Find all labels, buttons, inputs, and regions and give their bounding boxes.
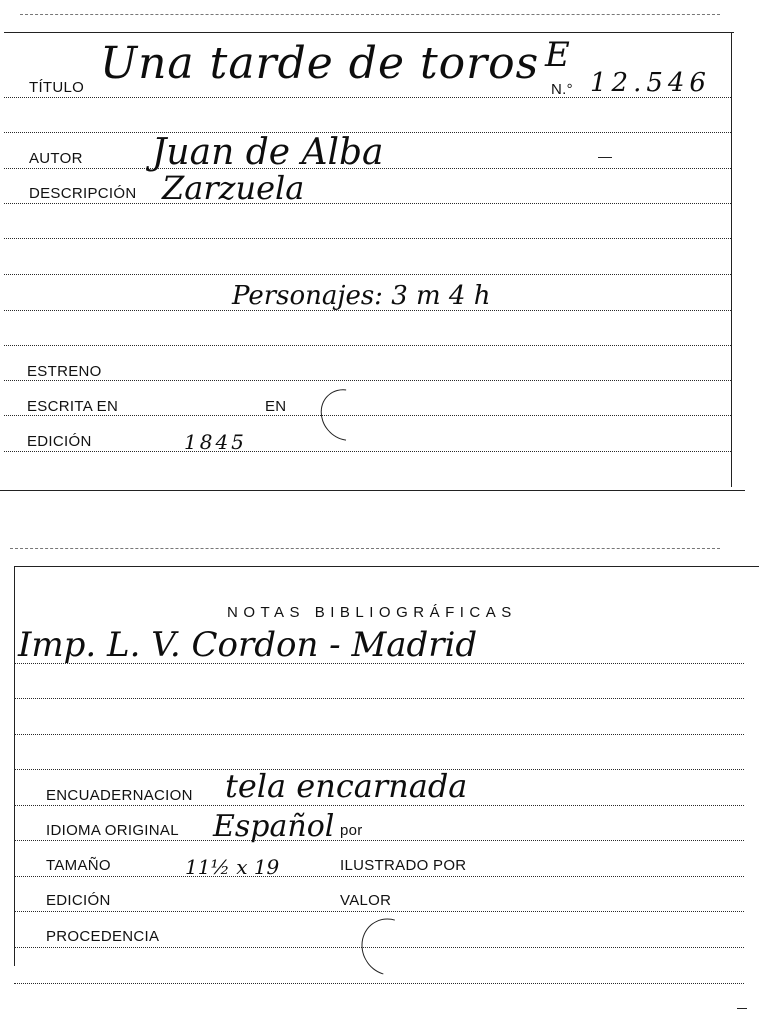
label-tamano: TAMAÑO	[46, 857, 111, 874]
handwritten-edicion: 1845	[184, 430, 247, 454]
card-right-border	[731, 32, 732, 487]
label-estreno: ESTRENO	[27, 363, 102, 380]
handwritten-personajes: Personajes: 3 m 4 h	[232, 281, 491, 311]
label-numero: N.°	[551, 81, 573, 98]
card-left-border	[14, 566, 15, 966]
notas-bibliograficas-heading: NOTAS BIBLIOGRÁFICAS	[227, 604, 517, 621]
label-valor: VALOR	[340, 892, 392, 909]
handwritten-encuadernacion: tela encarnada	[225, 767, 468, 805]
handwritten-idioma: Español	[213, 809, 335, 844]
handwritten-numero: 12.546	[590, 68, 711, 98]
stamp-mark	[351, 908, 427, 985]
label-procedencia: PROCEDENCIA	[46, 928, 160, 945]
handwritten-titulo: Una tarde de toros	[100, 38, 540, 89]
label-idioma-original: IDIOMA ORIGINAL	[46, 822, 179, 839]
card-bottom-border	[0, 490, 745, 491]
scan-noise	[10, 548, 720, 549]
label-edicion: EDICIÓN	[46, 892, 111, 909]
card-top-border	[14, 566, 759, 567]
label-escrita-en: ESCRITA EN	[27, 398, 119, 415]
stamp-mark	[310, 379, 381, 451]
pen-mark	[598, 157, 612, 158]
handwritten-tamano: 11½ x 19	[185, 855, 280, 879]
label-autor: AUTOR	[29, 150, 83, 167]
label-titulo: TÍTULO	[29, 79, 85, 96]
card-top-border	[4, 32, 734, 33]
label-en: EN	[265, 398, 287, 415]
label-encuadernacion: ENCUADERNACION	[46, 787, 193, 804]
label-ilustrado-por: ILUSTRADO POR	[340, 857, 467, 874]
label-descripcion: DESCRIPCIÓN	[29, 185, 137, 202]
handwritten-prefix: E	[545, 35, 570, 75]
label-por: por	[340, 822, 363, 839]
pen-mark	[737, 1008, 747, 1009]
handwritten-descripcion: Zarzuela	[162, 169, 305, 207]
handwritten-autor: Juan de Alba	[152, 132, 384, 173]
handwritten-imprenta: Imp. L. V. Cordon - Madrid	[18, 625, 478, 665]
scan-noise	[20, 14, 720, 15]
label-edicion: EDICIÓN	[27, 433, 92, 450]
